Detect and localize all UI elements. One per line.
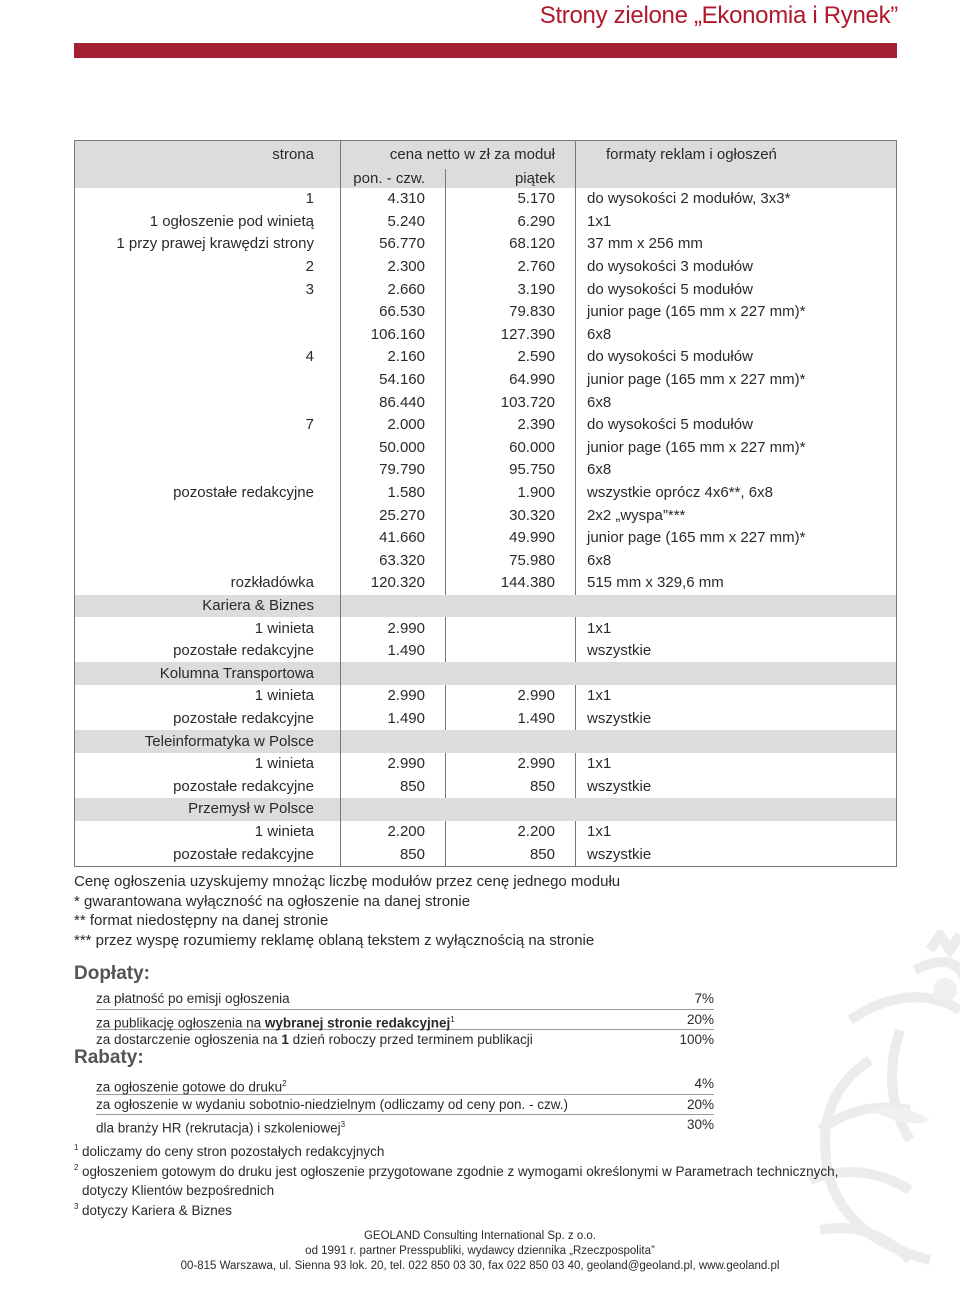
price-weekday: 120.320: [341, 572, 446, 595]
section-empty: [341, 798, 446, 821]
footer-company: GEOLAND Consulting International Sp. z o.o.: [363, 1230, 597, 1242]
price-friday: 75.980: [446, 550, 576, 573]
note-line: * gwarantowana wyłączność na ogłoszenie na danej stronie: [74, 892, 471, 910]
price-friday: 2.390: [446, 414, 576, 437]
price-weekday: 66.530: [341, 301, 446, 324]
table-row: [75, 753, 897, 776]
price-friday: 2.760: [446, 256, 576, 279]
doplaty-heading: Dopłaty:: [74, 963, 150, 984]
list-item: za ogłoszenie gotowe do druku$^2$ 4%: [96, 1076, 714, 1095]
format: 515 mm x 329,6 mm: [576, 572, 897, 595]
format: 2x2 „wyspa”***: [576, 504, 897, 527]
table-row: [75, 550, 897, 573]
format: wszystkie: [576, 775, 897, 798]
doplaty-list: [96, 989, 714, 1050]
section-row: [75, 798, 897, 821]
footer-address: 00-815 Warszawa, ul. Sienna 93 lok. 20, tel. 022 850 03 30, fax 022 850 03 40, geoland@geoland.pl, www.geoland.pl: [180, 1260, 780, 1272]
price-weekday: 5.240: [341, 211, 446, 234]
section-empty: [446, 798, 576, 821]
price-weekday: 106.160: [341, 324, 446, 347]
row-label: [75, 369, 341, 392]
table-row: [75, 278, 897, 301]
table-row: [75, 459, 897, 482]
footer-partner: od 1991 r. partner Presspubliki, wydawcy dziennika „Rzeczpospolita”: [305, 1245, 655, 1257]
price-weekday: 86.440: [341, 391, 446, 414]
row-label: 1 winieta: [75, 821, 341, 844]
row-label: pozostałe redakcyjne: [75, 775, 341, 798]
price-friday: 30.320: [446, 504, 576, 527]
section-row: [75, 730, 897, 753]
price-friday: 850: [446, 775, 576, 798]
table-row: [75, 708, 897, 731]
table-row: [75, 482, 897, 505]
subheader-weekday: pon. - czw.: [341, 169, 446, 188]
price-weekday: 1.490: [341, 640, 446, 663]
format: do wysokości 5 modułów: [576, 414, 897, 437]
header-price: cena netto w zł za moduł: [341, 141, 576, 170]
row-label: 1 winieta: [75, 753, 341, 776]
format: wszystkie oprócz 4x6**, 6x8: [576, 482, 897, 505]
price-weekday: 2.200: [341, 821, 446, 844]
section-title: Kolumna Transportowa: [75, 662, 341, 685]
section-row: [75, 662, 897, 685]
list-item: za dostarczenie ogłoszenia na 1 dzień roboczy przed terminem publikacji 100%: [96, 1032, 714, 1047]
price-friday: 2.590: [446, 346, 576, 369]
format: wszystkie: [576, 843, 897, 866]
section-title: Kariera & Biznes: [75, 595, 341, 618]
format: wszystkie: [576, 708, 897, 731]
row-label: 1 winieta: [75, 617, 341, 640]
footnotes: [74, 1142, 838, 1220]
row-label: 3: [75, 278, 341, 301]
price-weekday: 41.660: [341, 527, 446, 550]
price-friday: 2.990: [446, 685, 576, 708]
table-row: [75, 414, 897, 437]
format: do wysokości 5 modułów: [576, 346, 897, 369]
price-weekday: 79.790: [341, 459, 446, 482]
list-item: za publikację ogłoszenia na wybranej stronie redakcyjnej$^1$ 20%: [96, 1011, 714, 1030]
row-label: [75, 301, 341, 324]
price-weekday: 2.660: [341, 278, 446, 301]
price-weekday: 850: [341, 843, 446, 866]
section-title: Przemysł w Polsce: [75, 798, 341, 821]
row-label: pozostałe redakcyjne: [75, 708, 341, 731]
table-row: [75, 843, 897, 866]
price-friday: 60.000: [446, 437, 576, 460]
footer: [0, 1229, 960, 1274]
format: 1x1: [576, 685, 897, 708]
section-row: [75, 595, 897, 618]
section-empty: [446, 730, 576, 753]
section-empty: [576, 662, 897, 685]
price-weekday: 850: [341, 775, 446, 798]
row-label: pozostałe redakcyjne: [75, 640, 341, 663]
table-row: [75, 640, 897, 663]
table-header-row: [75, 141, 897, 170]
section-empty: [341, 730, 446, 753]
row-label: 7: [75, 414, 341, 437]
row-label: 1 przy prawej krawędzi strony: [75, 233, 341, 256]
list-item: za płatność po emisji ogłoszenia 7%: [96, 989, 714, 1010]
row-label: [75, 550, 341, 573]
table-row: [75, 572, 897, 595]
price-friday: 68.120: [446, 233, 576, 256]
row-label: 2: [75, 256, 341, 279]
price-weekday: 2.990: [341, 617, 446, 640]
footnote: 2 ogłoszeniem gotowym do druku jest ogłoszenie przygotowane zgodnie z wymogami określonymi w Parametrach technicznych, dotyczy Klientów bezpośrednich: [74, 1162, 839, 1198]
note-line: ** format niedostępny na danej stronie: [74, 912, 329, 929]
price-weekday: 2.300: [341, 256, 446, 279]
rates-table: [74, 140, 897, 867]
row-label: [75, 391, 341, 414]
section-empty: [576, 595, 897, 618]
row-label: [75, 527, 341, 550]
format: 6x8: [576, 324, 897, 347]
table-row: [75, 211, 897, 234]
table-row: [75, 346, 897, 369]
price-weekday: 1.580: [341, 482, 446, 505]
table-row: [75, 437, 897, 460]
subheader-friday: piątek: [446, 169, 576, 188]
price-friday: 103.720: [446, 391, 576, 414]
price-friday: [446, 640, 576, 663]
price-friday: 850: [446, 843, 576, 866]
price-weekday: 63.320: [341, 550, 446, 573]
price-weekday: 2.000: [341, 414, 446, 437]
price-weekday: 25.270: [341, 504, 446, 527]
format: do wysokości 2 modułów, 3x3*: [576, 188, 897, 211]
list-item: za ogłoszenie w wydaniu sobotnio-niedzielnym (odliczamy od ceny pon. - czw.) 20%: [96, 1095, 714, 1116]
price-weekday: 2.990: [341, 685, 446, 708]
format: junior page (165 mm x 227 mm)*: [576, 437, 897, 460]
rabaty-list: [96, 1074, 714, 1135]
row-label: 1: [75, 188, 341, 211]
price-friday: 95.750: [446, 459, 576, 482]
price-friday: 3.190: [446, 278, 576, 301]
format: 6x8: [576, 459, 897, 482]
section-empty: [576, 798, 897, 821]
price-friday: 144.380: [446, 572, 576, 595]
format: junior page (165 mm x 227 mm)*: [576, 301, 897, 324]
table-row: [75, 775, 897, 798]
price-weekday: 50.000: [341, 437, 446, 460]
format: junior page (165 mm x 227 mm)*: [576, 369, 897, 392]
table-row: [75, 233, 897, 256]
format: 6x8: [576, 391, 897, 414]
row-label: [75, 437, 341, 460]
note-line: *** przez wyspę rozumiemy reklamę oblaną tekstem z wyłącznością na stronie: [74, 931, 595, 949]
price-friday: 127.390: [446, 324, 576, 347]
price-weekday: 2.990: [341, 753, 446, 776]
format: do wysokości 3 modułów: [576, 256, 897, 279]
format: do wysokości 5 modułów: [576, 278, 897, 301]
table-row: [75, 685, 897, 708]
table-row: [75, 527, 897, 550]
format: 1x1: [576, 753, 897, 776]
price-friday: 49.990: [446, 527, 576, 550]
row-label: [75, 324, 341, 347]
price-weekday: 54.160: [341, 369, 446, 392]
table-row: [75, 504, 897, 527]
table-row: [75, 391, 897, 414]
title-rule: [74, 43, 897, 58]
table-row: [75, 301, 897, 324]
header-strona: strona: [75, 141, 341, 170]
table-row: [75, 369, 897, 392]
row-label: [75, 504, 341, 527]
list-item: dla branży HR (rekrutacja) i szkoleniowej$^3$ 30%: [96, 1117, 714, 1136]
price-friday: 1.900: [446, 482, 576, 505]
header-formats: formaty reklam i ogłoszeń: [576, 141, 897, 170]
table-row: [75, 617, 897, 640]
price-friday: [446, 617, 576, 640]
price-weekday: 2.160: [341, 346, 446, 369]
price-weekday: 56.770: [341, 233, 446, 256]
row-label: rozkładówka: [75, 572, 341, 595]
note-line: Cenę ogłoszenia uzyskujemy mnożąc liczbę modułów przez cenę jednego modułu: [74, 873, 621, 890]
price-friday: 2.990: [446, 753, 576, 776]
page-title: Strony zielone „Ekonomia i Rynek”: [539, 2, 898, 29]
row-label: 4: [75, 346, 341, 369]
table-subheader-row: [75, 169, 897, 188]
row-label: 1 winieta: [75, 685, 341, 708]
section-empty: [341, 595, 446, 618]
price-friday: 64.990: [446, 369, 576, 392]
footnote: 3 dotyczy Kariera & Biznes: [74, 1201, 233, 1218]
table-row: [75, 256, 897, 279]
price-friday: 6.290: [446, 211, 576, 234]
section-empty: [446, 595, 576, 618]
format: 1x1: [576, 821, 897, 844]
price-friday: 2.200: [446, 821, 576, 844]
row-label: pozostałe redakcyjne: [75, 843, 341, 866]
section-empty: [446, 662, 576, 685]
format: 1x1: [576, 617, 897, 640]
section-title: Teleinformatyka w Polsce: [75, 730, 341, 753]
section-empty: [576, 730, 897, 753]
notes: [74, 872, 620, 950]
section-empty: [341, 662, 446, 685]
format: wszystkie: [576, 640, 897, 663]
row-label: [75, 459, 341, 482]
format: 37 mm x 256 mm: [576, 233, 897, 256]
format: 1x1: [576, 211, 897, 234]
table-row: [75, 821, 897, 844]
footnote: 1 doliczamy do ceny stron pozostałych redakcyjnych: [74, 1143, 385, 1159]
format: junior page (165 mm x 227 mm)*: [576, 527, 897, 550]
row-label: pozostałe redakcyjne: [75, 482, 341, 505]
rabaty-heading: Rabaty:: [74, 1047, 144, 1068]
row-label: 1 ogłoszenie pod winietą: [75, 211, 341, 234]
table-row: [75, 324, 897, 347]
price-friday: 79.830: [446, 301, 576, 324]
table-row: [75, 188, 897, 211]
price-weekday: 1.490: [341, 708, 446, 731]
format: 6x8: [576, 550, 897, 573]
price-weekday: 4.310: [341, 188, 446, 211]
price-friday: 1.490: [446, 708, 576, 731]
price-friday: 5.170: [446, 188, 576, 211]
